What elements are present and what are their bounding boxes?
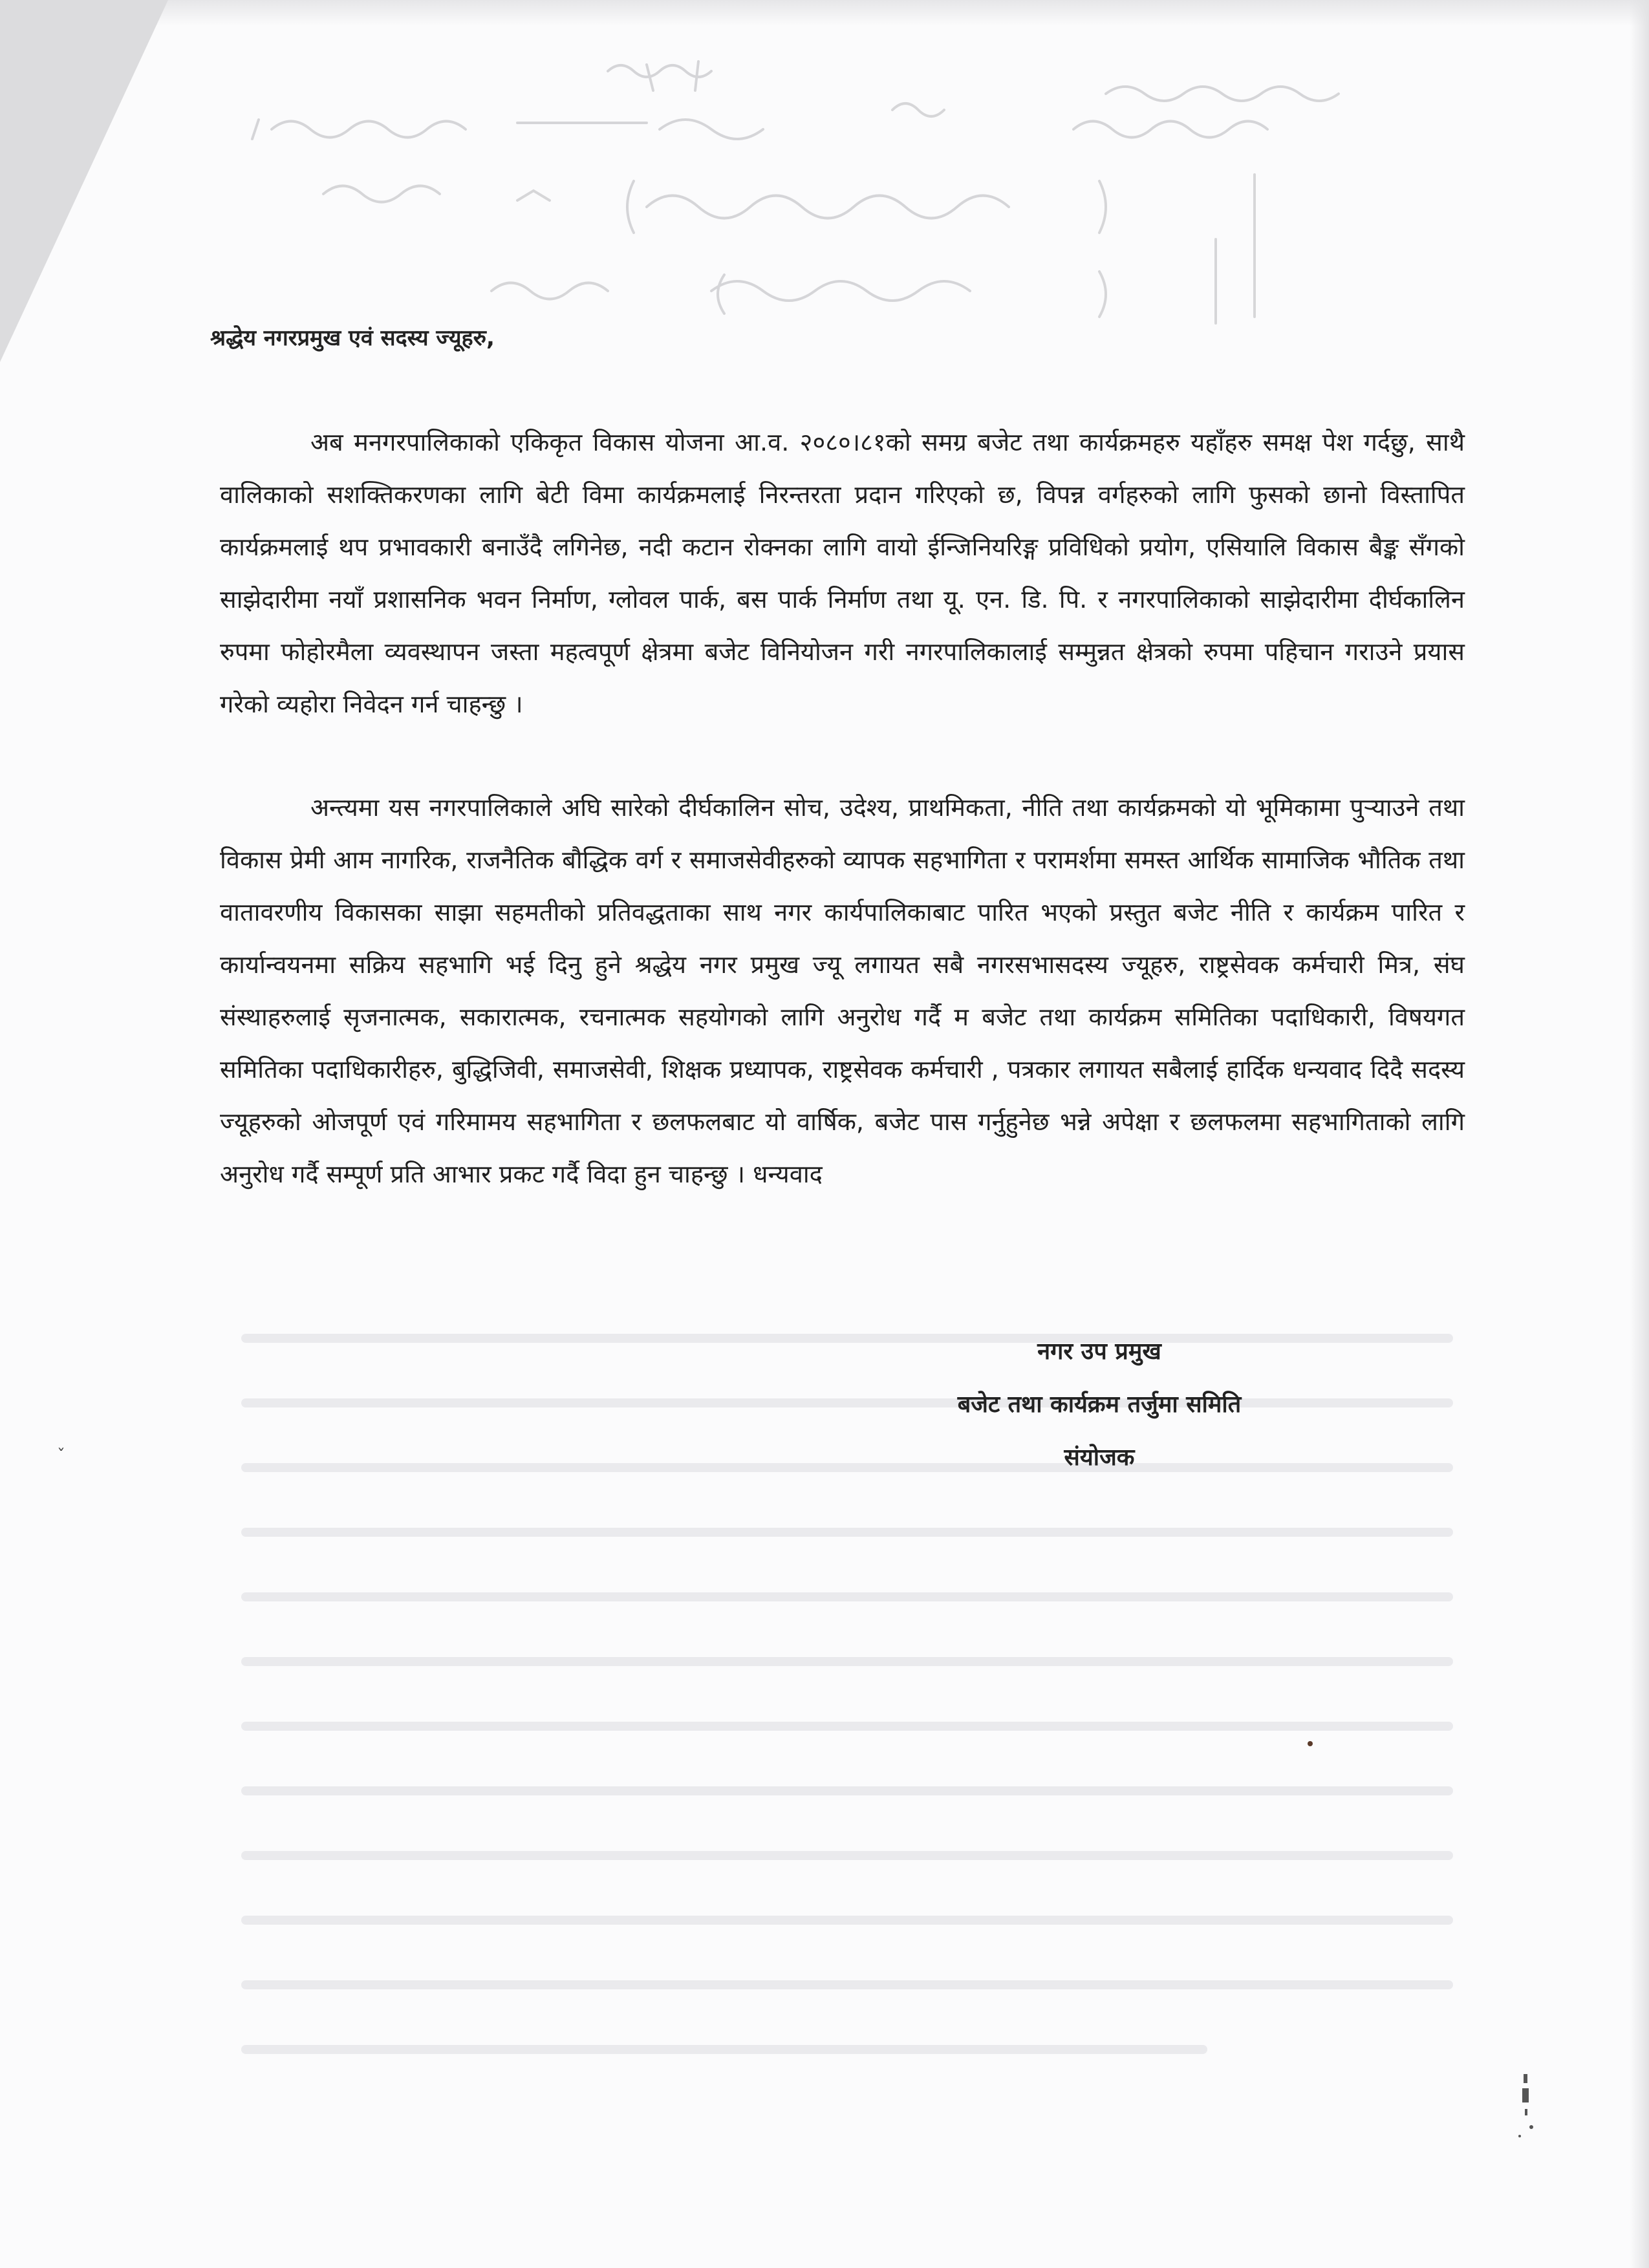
- signature-committee: बजेट तथा कार्यक्रम तर्जुमा समिति: [957, 1391, 1242, 1418]
- paragraph-closing-thanks: अन्त्यमा यस नगरपालिकाले अघि सारेको दीर्घकालिन सोच, उदेश्य, प्राथमिकता, नीति तथा कार्यक्रमको यो भूमिकामा पुर्‍याउने तथा विकास प्रेमी आम नागरिक, राजनैतिक बौद्धिक वर्ग र समाजसेवीहरुको व्यापक सहभागिता र परामर्शमा समस्त आर्थिक सामाजिक भौतिक तथा वातावरणीय विकासका साझा सहमतीको प्रतिवद्धताका साथ नगर कार्यपालिकाबाट पारित भएको प्रस्तुत बजेट नीति र कार्यक्रम पारित र कार्यान्वयनमा सक्रिय सहभागि भई दिनु हुने श्रद्धेय नगर प्रमुख ज्यू लगायत सबै नगरसभासदस्य ज्यूहरु, राष्ट्रसेवक कर्मचारी मित्र, संघ संस्थाहरुलाई सृजनात्मक, सकारात्मक, रचनात्मक सहयोगको लागि अनुरोध गर्दै म बजेट तथा कार्यक्रम समितिका पदाधिकारी, विषयगत समितिका पदाधिकारीहरु, बुद्धिजिवी, समाजसेवी, शिक्षक प्रध्यापक, राष्ट्रसेवक कर्मचारी , पत्रकार लगायत सबैलाई हार्दिक धन्यवाद दिदै सदस्य ज्यूहरुको ओजपूर्ण एवं गरिमामय सहभागिता र छलफलबाट यो वार्षिक, बजेट पास गर्नुहुनेछ भन्ने अपेक्षा र छलफलमा सहभागिताको लागि अनुरोध गर्दै सम्पूर्ण प्रति आभार प्रकट गर्दै विदा हुन चाहन्छु । धन्यवाद: [220, 793, 1465, 1188]
- scan-top-edge: [0, 0, 1649, 26]
- stray-pen-mark: ˇ: [57, 1446, 65, 1466]
- scan-right-edge: [1630, 0, 1649, 2268]
- scan-speck-marks: [1513, 2069, 1539, 2146]
- paragraph-budget-intro: अब मनगरपालिकाको एकिकृत विकास योजना आ.व. २०८०।८१को समग्र बजेट तथा कार्यक्रमहरु यहाँहरु समक्ष पेश गर्दछु, साथै वालिकाको सशक्तिकरणका लागि बेटी विमा कार्यक्रमलाई निरन्तरता प्रदान गरिएको छ, विपन्न वर्गहरुको लागि फुसको छानो विस्तापित कार्यक्रमलाई थप प्रभावकारी बनाउँदै लगिनेछ, नदी कटान रोक्नका लागि वायो ईन्जिनियरिङ्ग प्रविधिको प्रयोग, एसियालि विकास बैङ्क सँगको साझेदारीमा नयाँ प्रशासनिक भवन निर्माण, ग्लोवल पार्क, बस पार्क निर्माण तथा यू. एन. डि. पि. र नगरपालिकाको साझेदारीमा दीर्घकालिन रुपमा फोहोरमैला व्यवस्थापन जस्ता महत्वपूर्ण क्षेत्रमा बजेट विनियोजन गरी नगरपालिकालाई सम्मुन्नत क्षेत्रको रुपमा पहिचान गराउने प्रयास गरेको व्यहोरा निवेदन गर्न चाहन्छु ।: [220, 428, 1465, 718]
- ink-dot: [1308, 1741, 1313, 1746]
- salutation: श्रद्धेय नगरप्रमुख एवं सदस्य ज्यूहरु,: [210, 325, 495, 351]
- scan-corner-shadow: [0, 0, 168, 362]
- faint-handwriting-marks: [246, 45, 1507, 330]
- signature-block: [841, 1325, 1358, 1484]
- signature-role: संयोजक: [1064, 1444, 1135, 1471]
- signature-designation: नगर उप प्रमुख: [1037, 1338, 1161, 1365]
